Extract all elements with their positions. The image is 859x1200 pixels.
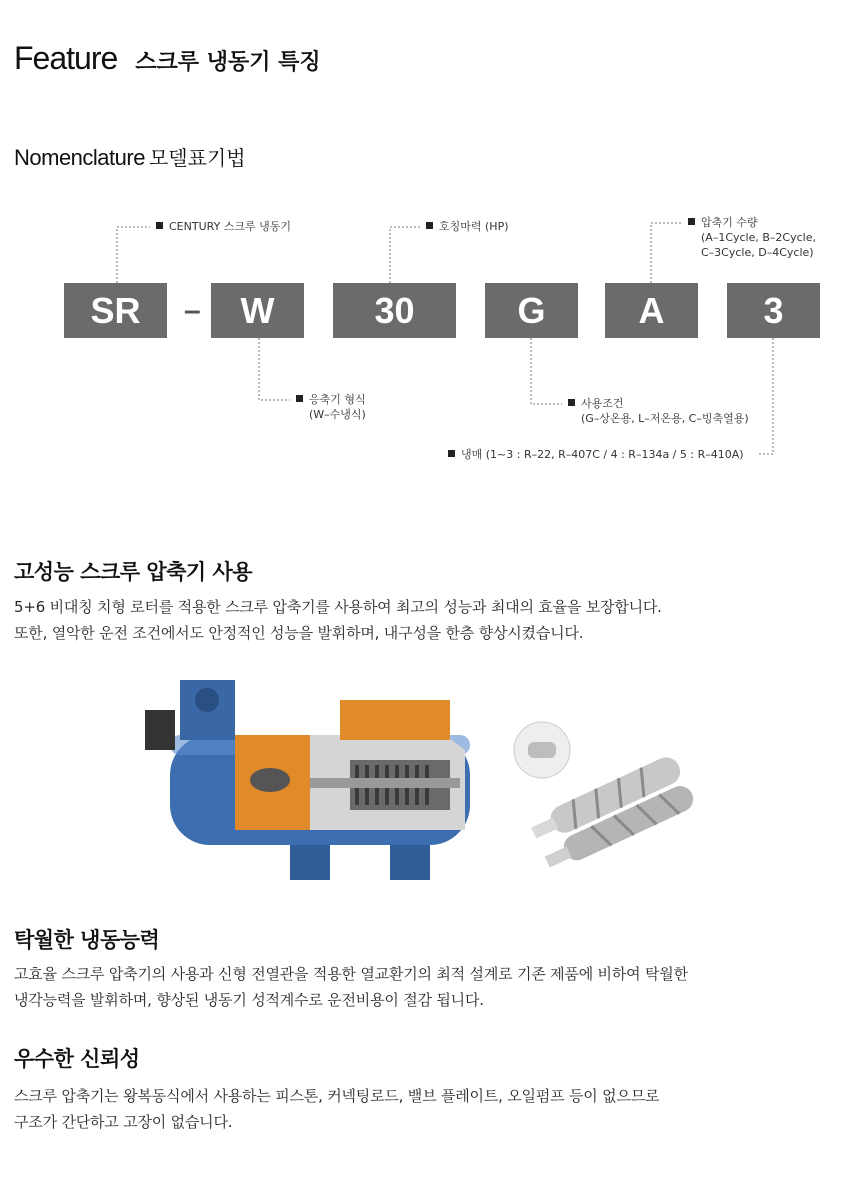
nomenclature-heading <box>14 142 246 171</box>
label-compressor-count: 압축기 수량 (A–1Cycle, B–2Cycle, C–3Cycle, D–4Cycle) <box>688 215 816 260</box>
screw-rotor-image <box>510 720 700 870</box>
nomenclature-title-kr: 모델표기법 <box>148 146 246 170</box>
section-body-cooling: 고효율 스크루 압축기의 사용과 신형 전열관을 적용한 열교환기의 최적 설계로 기존 제품에 비하여 탁월한 냉각능력을 발휘하며, 향상된 냉동기 성적계수로 운전비용이 절감 됩니다. <box>14 965 688 1009</box>
code-box-3: 3 <box>727 283 820 338</box>
code-box-g: G <box>485 283 578 338</box>
compressor-cutaway-image <box>140 680 480 890</box>
bullet-square-icon <box>156 222 163 229</box>
code-box-w: W <box>211 283 304 338</box>
section-title-reliability: 우수한 신뢰성 <box>14 1047 140 1071</box>
label-hp: 호칭마력 (HP) <box>426 219 509 234</box>
bullet-square-icon <box>296 395 303 402</box>
section-body-reliability: 스크루 압축기는 왕복동식에서 사용하는 피스톤, 커넥팅로드, 밸브 플레이트, 오일펌프 등이 없으므로 구조가 간단하고 고장이 없습니다. <box>14 1087 660 1131</box>
bullet-square-icon <box>568 399 575 406</box>
code-box-a: A <box>605 283 698 338</box>
section-title-compressor: 고성능 스크루 압축기 사용 <box>14 560 253 584</box>
nomenclature-diagram <box>0 200 859 480</box>
bullet-square-icon <box>688 218 695 225</box>
page-title-kr: 스크루 냉동기 특징 <box>135 50 321 75</box>
bullet-square-icon <box>426 222 433 229</box>
label-usage: 사용조건 (G–상온용, L–저온용, C–빙축열용) <box>568 396 749 426</box>
label-century: CENTURY 스크루 냉동기 <box>156 219 291 234</box>
nomenclature-title-en: Nomenclature <box>14 145 145 170</box>
page-title-en: Feature <box>14 40 118 76</box>
label-condenser: 응축기 형식 (W–수냉식) <box>296 392 366 422</box>
section-body-compressor: 5+6 비대칭 치형 로터를 적용한 스크루 압축기를 사용하여 최고의 성능과 최대의 효율을 보장합니다. 또한, 열악한 운전 조건에서도 안정적인 성능을 발휘하며, 내구성을 한층 향상시켰습니다. <box>14 598 662 642</box>
code-separator: – <box>184 293 201 327</box>
label-refrigerant: 냉매 (1~3 : R–22, R–407C / 4 : R–134a / 5 : R–410A) <box>448 447 744 462</box>
code-box-sr: SR <box>64 283 167 338</box>
code-box-30: 30 <box>333 283 456 338</box>
section-title-cooling: 탁월한 냉동능력 <box>14 928 160 952</box>
page-header <box>14 40 321 77</box>
bullet-square-icon <box>448 450 455 457</box>
